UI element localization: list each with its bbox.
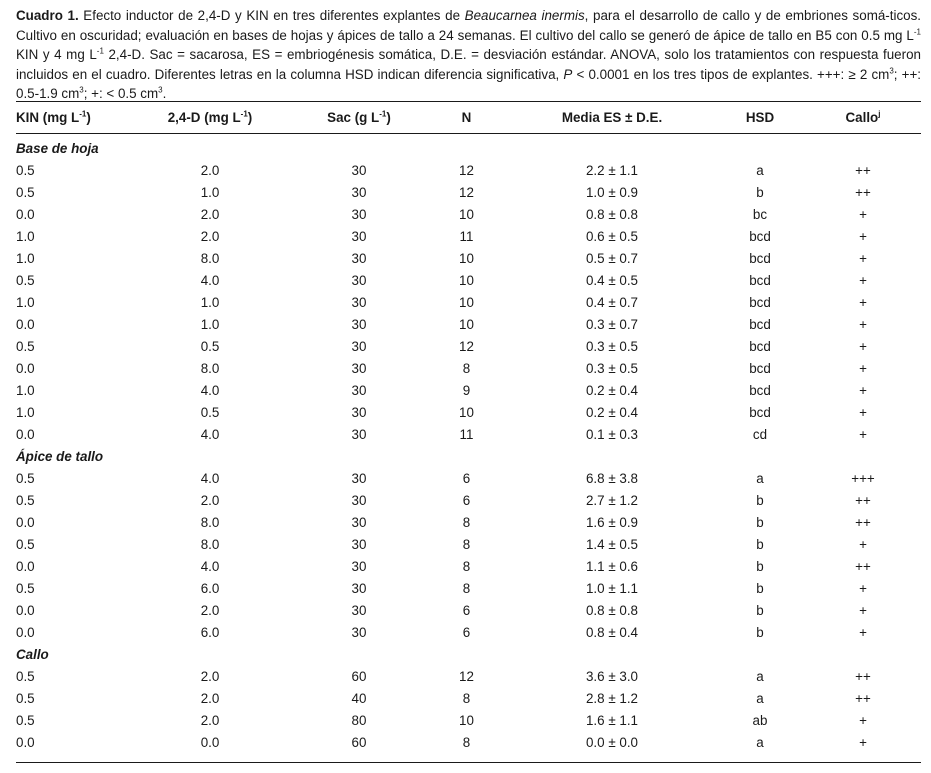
cell-callo: + <box>859 360 867 376</box>
cell-hsd: bcd <box>749 294 771 310</box>
cell-n: 10 <box>459 712 474 728</box>
table-row <box>16 489 921 511</box>
cell-2-4-d: 8.0 <box>200 514 220 530</box>
caption-superscript: 3 <box>79 85 84 95</box>
cell-n: 9 <box>462 382 471 398</box>
table-caption <box>16 6 921 104</box>
cell-sac: 30 <box>351 426 367 442</box>
caption-label: Cuadro 1. <box>16 8 79 23</box>
cell-kin: 0.5 <box>16 690 35 706</box>
cell-media: 6.8 ± 3.8 <box>585 470 639 486</box>
cell-sac: 30 <box>351 250 367 266</box>
cell-media: 0.6 ± 0.5 <box>585 228 639 244</box>
cell-hsd: bcd <box>749 228 771 244</box>
caption-text: ; ++: 0.5-1.9 cm <box>16 66 921 102</box>
cell-kin: 0.0 <box>16 558 35 574</box>
cell-media: 0.3 ± 0.5 <box>585 338 639 354</box>
cell-n: 10 <box>459 206 474 222</box>
cell-sac: 30 <box>351 404 367 420</box>
table-row <box>16 599 921 621</box>
table-row <box>16 159 921 181</box>
cell-n: 8 <box>462 514 471 530</box>
caption-text: 2,4-D. Sac = sacarosa, ES = embriogénesis somática, D.E. = desviación estándar. ANOVA, solo los tratamientos con respuesta fueron incluidos en el cuadro. Diferentes letras en la columna HSD indican diferencia significativa, <box>16 47 921 82</box>
table-row <box>16 379 921 401</box>
cell-kin: 0.5 <box>16 580 35 596</box>
cell-hsd: a <box>756 690 764 706</box>
cell-n: 10 <box>459 316 474 332</box>
header-hsd: HSD <box>745 110 775 125</box>
cell-n: 8 <box>462 558 471 574</box>
cell-callo: ++ <box>855 162 871 178</box>
cell-sac: 60 <box>351 668 367 684</box>
cell-2-4-d: 0.0 <box>200 734 220 750</box>
cell-kin: 0.0 <box>16 426 35 442</box>
cell-callo: ++ <box>855 492 871 508</box>
caption-text: . <box>162 86 167 102</box>
cell-media: 0.8 ± 0.4 <box>585 624 639 640</box>
cell-hsd: bcd <box>749 316 771 332</box>
section-title: Ápice de tallo <box>16 448 104 464</box>
cell-hsd: bcd <box>749 382 771 398</box>
cell-hsd: b <box>756 536 764 552</box>
cell-kin: 0.0 <box>16 316 35 332</box>
cell-sac: 30 <box>351 338 367 354</box>
cell-sac: 30 <box>351 316 367 332</box>
cell-callo: ++ <box>855 558 871 574</box>
cell-n: 12 <box>459 338 474 354</box>
cell-sac: 30 <box>351 294 367 310</box>
cell-media: 1.4 ± 0.5 <box>585 536 639 552</box>
cell-hsd: b <box>756 602 764 618</box>
cell-2-4-d: 2.0 <box>200 228 220 244</box>
cell-kin: 0.5 <box>16 536 35 552</box>
caption-text: ; +: < 0.5 cm <box>83 86 159 102</box>
cell-callo: ++ <box>855 514 871 530</box>
table-row <box>16 731 921 753</box>
cell-hsd: bcd <box>749 338 771 354</box>
cell-media: 1.0 ± 0.9 <box>585 184 639 200</box>
cell-n: 12 <box>459 668 474 684</box>
cell-2-4-d: 2.0 <box>200 602 220 618</box>
cell-hsd: ab <box>752 712 768 728</box>
cell-media: 2.8 ± 1.2 <box>585 690 639 706</box>
cell-media: 1.6 ± 1.1 <box>585 712 639 728</box>
cell-kin: 0.5 <box>16 492 35 508</box>
cell-sac: 30 <box>351 492 367 508</box>
cell-sac: 30 <box>351 580 367 596</box>
cell-media: 0.5 ± 0.7 <box>585 250 639 266</box>
cell-hsd: b <box>756 558 764 574</box>
section-header-row <box>16 137 921 159</box>
table-row <box>16 423 921 445</box>
cell-callo: ++ <box>855 184 871 200</box>
cell-sac: 30 <box>351 624 367 640</box>
cell-callo: + <box>859 404 867 420</box>
cell-callo: ++ <box>855 668 871 684</box>
cell-media: 0.2 ± 0.4 <box>585 382 639 398</box>
cell-n: 10 <box>459 272 474 288</box>
cell-n: 11 <box>459 426 474 442</box>
cell-kin: 0.0 <box>16 602 35 618</box>
cell-n: 6 <box>462 624 471 640</box>
caption-superscript: -1 <box>96 46 104 56</box>
caption-p-variable: P <box>563 66 573 82</box>
cell-kin: 0.5 <box>16 712 35 728</box>
table-row <box>16 577 921 599</box>
caption-text: KIN y 4 mg L <box>16 47 97 63</box>
table-row <box>16 313 921 335</box>
table-row <box>16 269 921 291</box>
table-row <box>16 247 921 269</box>
cell-2-4-d: 2.0 <box>200 690 220 706</box>
section-header-row <box>16 643 921 665</box>
cell-2-4-d: 4.0 <box>200 426 220 442</box>
table-row <box>16 203 921 225</box>
cell-kin: 1.0 <box>16 382 35 398</box>
cell-n: 10 <box>459 294 474 310</box>
header-sac: Sac (g $L^{-1}$) <box>327 109 391 125</box>
cell-media: 0.2 ± 0.4 <box>585 404 639 420</box>
cell-media: 1.0 ± 1.1 <box>585 580 639 596</box>
cell-callo: + <box>859 250 867 266</box>
cell-kin: 0.5 <box>16 184 35 200</box>
table-row <box>16 181 921 203</box>
cell-callo: + <box>859 338 867 354</box>
table-body <box>16 133 921 753</box>
cell-n: 10 <box>459 250 474 266</box>
cell-sac: 30 <box>351 536 367 552</box>
cell-kin: 0.0 <box>16 624 35 640</box>
header-n: N <box>461 110 472 125</box>
cell-callo: + <box>859 712 867 728</box>
cell-kin: 0.5 <box>16 272 35 288</box>
cell-callo: + <box>859 382 867 398</box>
cell-media: 0.0 ± 0.0 <box>585 734 639 750</box>
table-header-row <box>16 102 921 133</box>
cell-hsd: b <box>756 514 764 530</box>
cell-2-4-d: 4.0 <box>200 470 220 486</box>
cell-kin: 1.0 <box>16 404 35 420</box>
cell-n: 8 <box>462 734 471 750</box>
cell-sac: 30 <box>351 558 367 574</box>
cell-sac: 30 <box>351 602 367 618</box>
cell-hsd: bcd <box>749 272 771 288</box>
cell-callo: + <box>859 228 867 244</box>
cell-media: 3.6 ± 3.0 <box>585 668 639 684</box>
cell-media: 0.4 ± 0.7 <box>585 294 639 310</box>
cell-callo: + <box>859 294 867 310</box>
cell-kin: 0.0 <box>16 514 35 530</box>
cell-n: 8 <box>462 360 471 376</box>
cell-n: 6 <box>462 602 471 618</box>
results-table <box>16 102 921 753</box>
cell-kin: 1.0 <box>16 250 35 266</box>
cell-sac: 30 <box>351 162 367 178</box>
cell-hsd: bc <box>752 206 768 222</box>
table-row <box>16 335 921 357</box>
cell-hsd: b <box>756 580 764 596</box>
cell-media: 1.6 ± 0.9 <box>585 514 639 530</box>
caption-species: Beaucarnea inermis <box>464 8 585 23</box>
cell-n: 8 <box>462 580 471 596</box>
cell-sac: 30 <box>351 184 367 200</box>
cell-n: 11 <box>459 228 474 244</box>
table-row <box>16 291 921 313</box>
caption-text: , para el desarrollo de callo y de embriones somá-ticos. Cultivo en oscuridad; evaluación en bases de hojas y ápices de tallo a 24 semanas. El cultivo del callo se generó de ápice de tallo en B5 con 0.5 mg L <box>16 8 922 43</box>
table-row <box>16 621 921 643</box>
cell-2-4-d: 1.0 <box>200 184 220 200</box>
cell-callo: + <box>859 624 867 640</box>
caption-text: Efecto inductor de 2,4-D y KIN en tres diferentes explantes de <box>78 8 465 23</box>
table-bottom-rule <box>16 762 921 763</box>
table-row <box>16 533 921 555</box>
cell-kin: 0.5 <box>16 668 35 684</box>
cell-n: 12 <box>459 162 474 178</box>
cell-kin: 0.5 <box>16 338 35 354</box>
cell-2-4-d: 4.0 <box>200 382 220 398</box>
table-row <box>16 709 921 731</box>
cell-callo: + <box>859 272 867 288</box>
table-row <box>16 225 921 247</box>
cell-media: 0.3 ± 0.5 <box>585 360 639 376</box>
cell-sac: 30 <box>351 360 367 376</box>
caption-superscript: 3 <box>158 85 163 95</box>
cell-hsd: a <box>756 668 764 684</box>
cell-callo: ++ <box>855 690 871 706</box>
cell-sac: 30 <box>351 272 367 288</box>
cell-n: 10 <box>459 404 474 420</box>
cell-media: 1.1 ± 0.6 <box>585 558 639 574</box>
cell-callo: + <box>859 602 867 618</box>
cell-2-4-d: 8.0 <box>200 536 220 552</box>
caption-superscript: 3 <box>889 66 894 76</box>
header-2-4-d: 2,4-D (mg $L^{-1}$) <box>167 109 253 125</box>
cell-kin: 0.0 <box>16 360 35 376</box>
cell-hsd: cd <box>752 426 768 442</box>
cell-callo: + <box>859 734 867 750</box>
cell-2-4-d: 1.0 <box>200 316 220 332</box>
cell-2-4-d: 0.5 <box>200 404 220 420</box>
cell-hsd: b <box>756 184 764 200</box>
cell-media: 0.3 ± 0.7 <box>585 316 639 332</box>
cell-2-4-d: 4.0 <box>200 558 220 574</box>
cell-callo: + <box>859 316 867 332</box>
table-row <box>16 401 921 423</box>
cell-2-4-d: 2.0 <box>200 206 220 222</box>
cell-2-4-d: 6.0 <box>200 580 220 596</box>
cell-sac: 60 <box>351 734 367 750</box>
cell-2-4-d: 0.5 <box>200 338 220 354</box>
header-media: Media ES ± D.E. <box>561 110 663 125</box>
cell-n: 6 <box>462 470 471 486</box>
cell-callo: + <box>859 536 867 552</box>
cell-2-4-d: 4.0 <box>200 272 220 288</box>
cell-sac: 30 <box>351 228 367 244</box>
cell-2-4-d: 2.0 <box>200 668 220 684</box>
cell-kin: 1.0 <box>16 228 35 244</box>
cell-n: 6 <box>462 492 471 508</box>
cell-2-4-d: 8.0 <box>200 250 220 266</box>
cell-2-4-d: 8.0 <box>200 360 220 376</box>
cell-2-4-d: 2.0 <box>200 712 220 728</box>
caption-superscript: -1 <box>913 27 921 37</box>
table-row <box>16 511 921 533</box>
caption-text: < 0.0001 en los tres tipos de explantes. +++: ≥ 2 cm <box>572 66 890 82</box>
cell-kin: 1.0 <box>16 294 35 310</box>
section-header-row <box>16 445 921 467</box>
section-title: Base de hoja <box>16 140 99 156</box>
cell-hsd: a <box>756 734 764 750</box>
cell-media: 2.7 ± 1.2 <box>585 492 639 508</box>
cell-hsd: bcd <box>749 250 771 266</box>
table-row <box>16 665 921 687</box>
cell-media: 0.4 ± 0.5 <box>585 272 639 288</box>
cell-sac: 30 <box>351 470 367 486</box>
cell-sac: 30 <box>351 514 367 530</box>
cell-kin: 0.0 <box>16 734 35 750</box>
cell-kin: 0.5 <box>16 470 35 486</box>
cell-callo: + <box>859 426 867 442</box>
cell-hsd: bcd <box>749 360 771 376</box>
cell-media: 2.2 ± 1.1 <box>585 162 639 178</box>
cell-2-4-d: 2.0 <box>200 162 220 178</box>
cell-media: 0.1 ± 0.3 <box>585 426 639 442</box>
cell-n: 8 <box>462 690 471 706</box>
cell-sac: 30 <box>351 206 367 222</box>
cell-sac: 30 <box>351 382 367 398</box>
cell-hsd: a <box>756 162 764 178</box>
cell-hsd: b <box>756 492 764 508</box>
table-row <box>16 357 921 379</box>
table-row <box>16 555 921 577</box>
section-title: Callo <box>16 646 49 662</box>
cell-2-4-d: 6.0 <box>200 624 220 640</box>
cell-callo: +++ <box>851 470 875 486</box>
cell-media: 0.8 ± 0.8 <box>585 206 639 222</box>
cell-n: 12 <box>459 184 474 200</box>
table-row <box>16 467 921 489</box>
header-kin: KIN (mg $L^{-1}$) <box>16 109 91 125</box>
cell-2-4-d: 1.0 <box>200 294 220 310</box>
cell-sac: 40 <box>351 690 367 706</box>
cell-callo: + <box>859 580 867 596</box>
cell-hsd: a <box>756 470 764 486</box>
cell-sac: 80 <box>351 712 367 728</box>
cell-callo: + <box>859 206 867 222</box>
cell-n: 8 <box>462 536 471 552</box>
header-callo: Callo$^j$ <box>845 109 881 125</box>
cell-hsd: b <box>756 624 764 640</box>
cell-kin: 0.5 <box>16 162 35 178</box>
table-row <box>16 687 921 709</box>
cell-kin: 0.0 <box>16 206 35 222</box>
cell-2-4-d: 2.0 <box>200 492 220 508</box>
cell-hsd: bcd <box>749 404 771 420</box>
cell-media: 0.8 ± 0.8 <box>585 602 639 618</box>
